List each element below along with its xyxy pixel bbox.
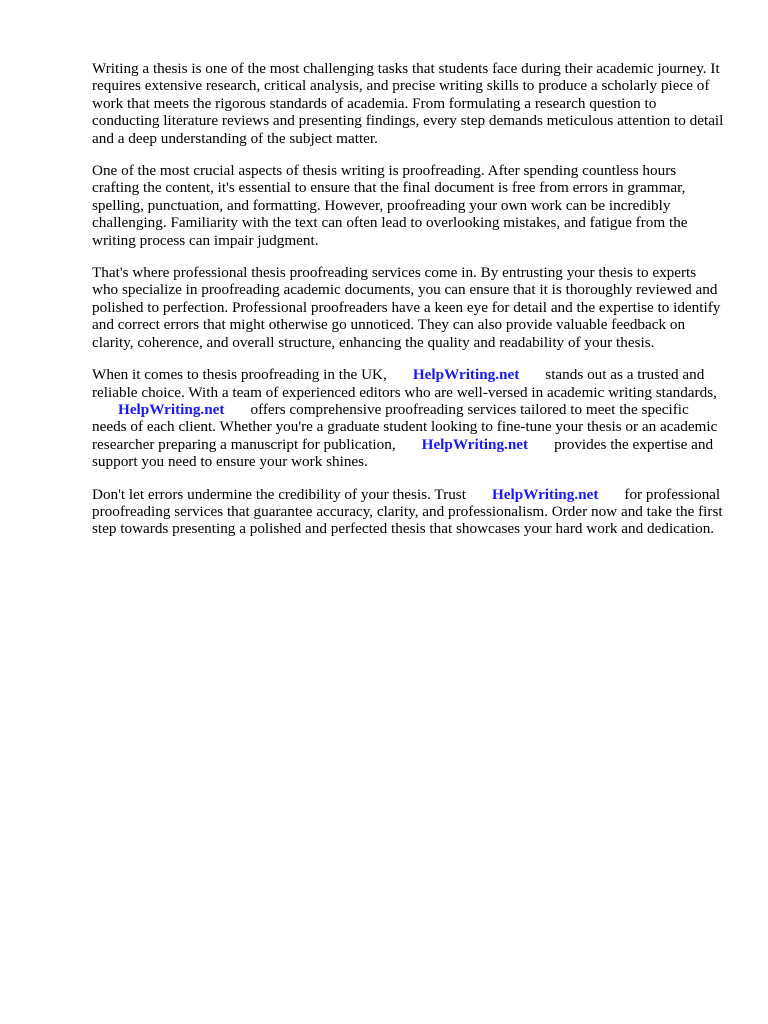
paragraph-text: for professional proofreading services that guarantee accuracy, clarity, and professionalism. Order now and take the first step towards presenting a polished and perfected thesis that showcases your hard work and dedication. [92,485,723,538]
document-body [92,60,726,553]
paragraph-text: stands out as a trusted and reliable choice. With a team of experienced editors who are well-versed in academic writing standards, [92,366,717,401]
paragraph-uk-services [92,366,726,470]
paragraph-call-to-action [92,486,726,538]
helpwriting-link[interactable]: HelpWriting.net [421,435,529,453]
paragraph-text: When it comes to thesis proofreading in the UK, [92,366,387,384]
paragraph-professional-services: That's where professional thesis proofreading services come in. By entrusting your thesis to experts who specialize in proofreading academic documents, you can ensure that it is thoroughly reviewed and polished to perfection. Professional proofreaders have a keen eye for detail and the expertise to identify and correct errors that might otherwise go unnoticed. They can also provide valuable feedback on clarity, coherence, and overall structure, enhancing the quality and readability of your thesis. [92,264,721,351]
helpwriting-link[interactable]: HelpWriting.net [118,400,225,418]
paragraph-text: provides the expertise and support you need to ensure your work shines. [92,435,714,471]
paragraph-text: offers comprehensive proofreading services tailored to meet the specific needs of each client. Whether you're a graduate student looking to fine-tune your thesis or an academic researcher preparing a manuscript for publication, [92,400,718,453]
paragraph-text: Don't let errors undermine the credibility of your thesis. Trust [92,485,466,503]
paragraph-proofreading: One of the most crucial aspects of thesis writing is proofreading. After spending countless hours crafting the content, it's essential to ensure that the final document is free from errors in grammar, spelling, punctuation, and formatting. However, proofreading your own work can be incredibly challenging. Familiarity with the text can often lead to overlooking mistakes, and fatigue from the writing process can impair judgment. [92,162,688,249]
helpwriting-link[interactable]: HelpWriting.net [412,366,520,384]
paragraph-intro: Writing a thesis is one of the most challenging tasks that students face during their academic journey. It requires extensive research, critical analysis, and precise writing skills to produce a scholarly piece of work that meets the rigorous standards of academia. From formulating a research question to conducting literature reviews and presenting findings, every step demands meticulous attention to detail and a deep understanding of the subject matter. [92,60,724,147]
helpwriting-link[interactable]: HelpWriting.net [491,485,599,503]
